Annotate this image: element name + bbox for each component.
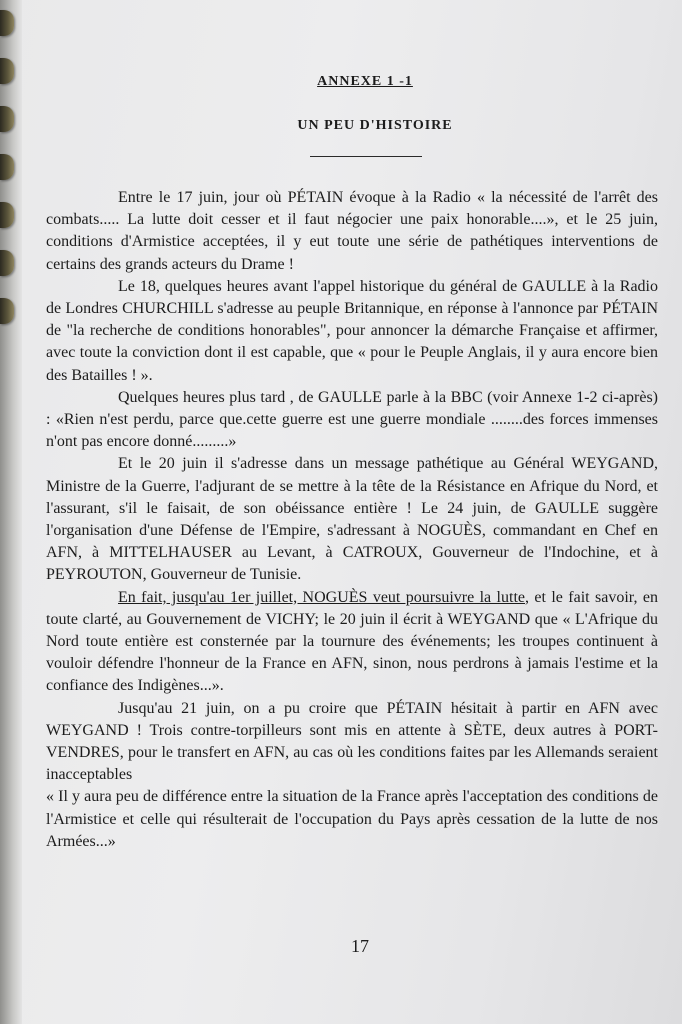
page-content: [46, 60, 658, 853]
quotation-paragraph: « Il y aura peu de différence entre la situation de la France après l'acceptation des conditions de l'Armistice et celle qui résulterait de l'occupation du Pays après cessation de la lutte de nos Armées...»: [46, 788, 658, 850]
spiral-binding: [0, 0, 22, 1024]
binding-ring: [0, 10, 14, 36]
binding-ring: [0, 58, 14, 84]
title-divider: [310, 156, 422, 157]
section-title: UN PEU D'HISTOIRE: [297, 118, 453, 133]
paragraph: Entre le 17 juin, jour où PÉTAIN évoque à la Radio « la nécessité de l'arrêt des combats..... La lutte doit cesser et il faut négocier une paix honorable....», et le 25 juin, conditions d'Armistice acceptées, il y eut toute une série de pathétiques interventions de certains des grands acteurs du Drame !: [46, 189, 658, 273]
binding-ring: [0, 250, 14, 276]
paragraph: [46, 587, 658, 698]
annex-title: ANNEXE 1 -1: [317, 74, 413, 89]
binding-ring: [0, 202, 14, 228]
underlined-phrase: En fait, jusqu'au 1er juillet, NOGUÈS veut poursuivre la lutte: [118, 588, 525, 606]
paragraph: Quelques heures plus tard , de GAULLE parle à la BBC (voir Annexe 1-2 ci-après) : «Rien n'est perdu, parce que.cette guerre est une guerre mondiale ........des forces immenses n'ont pas encore donné.........»: [46, 388, 658, 451]
body-text: [46, 187, 658, 853]
binding-ring: [0, 106, 14, 132]
page-number: 17: [351, 936, 369, 956]
paragraph-continuation: , et le fait savoir, en toute clarté, au Gouvernement de VICHY; le 20 juin il écrit à WEYGAND que « L'Afrique du Nord toute entière est consternée par la tournure des événements; les troupes continuent à vouloir défendre l'honneur de la France en AFN, sinon, nous perdrons à jamais l'estime et la confiance des Indigènes...».: [46, 588, 658, 695]
paragraph: Et le 20 juin il s'adresse dans un message pathétique au Général WEYGAND, Ministre de la Guerre, l'adjurant de se mettre à la tête de la Résistance en Afrique du Nord, et l'assurant, s'il le faisait, de son obéissance entière ! Le 24 juin, de GAULLE suggère l'organisation d'une Défense de l'Empire, s'adressant à NOGUÈS, commandant en Chef en AFN, à MITTELHAUSER au Levant, à CATROUX, Gouverneur de l'Indochine, et à PEYROUTON, Gouverneur de Tunisie.: [46, 455, 658, 584]
paragraph: Jusqu'au 21 juin, on a pu croire que PÉTAIN hésitait à partir en AFN avec WEYGAND ! Trois contre-torpilleurs sont mis en attente à SÈTE, deux autres à PORT-VENDRES, pour le transfert en AFN, au cas où les conditions faites par les Allemands seraient inacceptables: [46, 699, 658, 784]
binding-ring: [0, 154, 14, 180]
binding-ring: [0, 298, 14, 324]
paragraph: Le 18, quelques heures avant l'appel historique du général de GAULLE à la Radio de Londres CHURCHILL s'adresse au peuple Britannique, en réponse à l'annonce par PÉTAIN de "la recherche de conditions honorables", pour annoncer la démarche Française et affirmer, avec toute la conviction dont il est capable, que « pour le Peuple Anglais, il y aura encore bien des Batailles ! ».: [46, 277, 658, 384]
